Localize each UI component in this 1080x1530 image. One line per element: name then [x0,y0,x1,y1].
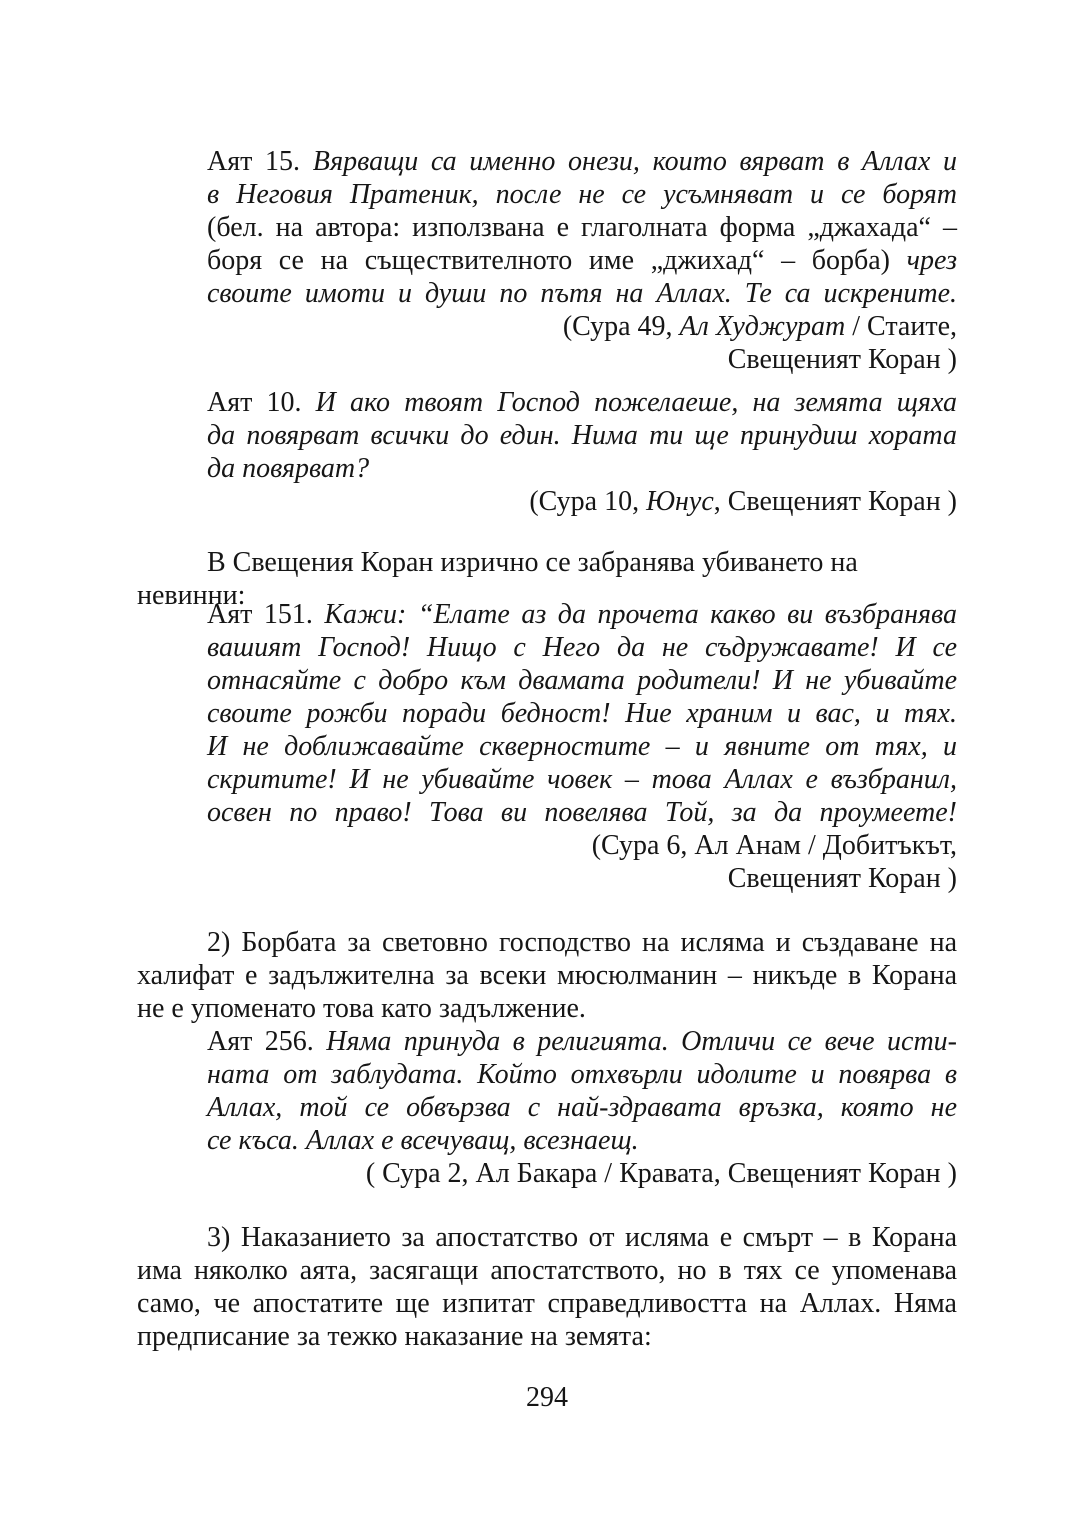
text-run: ( Сура 2, Ал Бакара / Кравата, Свещеният Коран ) [365,1158,957,1189]
text-run: има няколко аята, засягащи апостатството, но в тях се упоменава [137,1255,957,1286]
text-line [207,1091,957,1124]
text-run: предписание за тежко наказание на земята: [137,1321,652,1352]
text-line [207,211,957,244]
page-number: 294 [526,1382,568,1413]
text-run: не е упоменато това като задължение. [137,993,586,1024]
text-line [207,386,957,419]
text-line [137,1287,957,1320]
text-line [207,1124,957,1157]
text-line [207,1025,957,1058]
text-run: (Сура 10, [529,486,647,517]
attribution-line [207,1157,957,1190]
attribution-line [207,343,957,376]
attribution-line [207,862,957,895]
text-line [137,992,957,1025]
italic-text-run: отнасяйте с добро към двамата родители! И не убивайте [207,665,957,696]
italic-text-run: Юнус [646,486,714,517]
text-line [207,796,957,829]
text-run: боря се на съществителното име „джихад“ – борба) [207,245,907,276]
text-run: 3) Наказанието за апостатство от исляма е смърт – в Корана [207,1222,957,1253]
italic-text-run: своите рожби поради бедност! Ние храним и вас, и тях. [207,698,957,729]
text-line [137,1254,957,1287]
text-line [137,926,957,959]
italic-text-run: се къса. Аллах е всечуващ, всезнаещ. [207,1125,639,1156]
text-run: Аят 256. [207,1026,327,1057]
text-line [207,244,957,277]
italic-text-run: Кажи: “Елате аз да прочета какво ви възбранява [324,599,957,630]
italic-text-run: в Неговия Пратеник, после не се усъмняват и се борят [207,179,957,210]
attribution-line [207,310,957,343]
text-run: 2) Борбата за световно господство на исляма и създаване на [207,927,957,958]
italic-text-run: скритите! И не убивайте човек – това Аллах е възбранил, [207,764,957,795]
text-line [207,178,957,211]
verse-ayat-10 [207,386,957,518]
text-run: / Стаите, [845,311,957,342]
text-line [207,631,957,664]
italic-text-run: Няма принуда в религията. Отличи се вече исти- [326,1026,957,1057]
page-text [137,0,957,1414]
text-line [207,145,957,178]
italic-text-run: И не доближавайте скверностите – и явните от тях, и [207,731,957,762]
text-line [207,419,957,452]
text-run: (Сура 6, Ал Анам / Добитъкът, [591,830,957,861]
text-run: Свещеният Коран ) [727,344,957,375]
italic-text-run: вашият Господ! Нищо с Него да не съдружавате! И се [207,632,957,663]
page-content [137,145,957,1353]
text-line [137,546,957,611]
text-run: халифат е задължителна за всеки мюсюлманин – никъде в Корана [137,960,957,991]
italic-text-run: освен по право! Това ви повелява Той, за да проумеете! [207,797,957,828]
attribution-line [207,485,957,518]
text-line [207,697,957,730]
italic-text-run: Вярващи са именно онези, които вярват в Аллах и [312,146,957,177]
para-point-2 [137,926,957,1025]
italic-text-run: своите имоти и души по пътя на Аллах. Те са искрените. [207,278,957,309]
text-line [207,598,957,631]
text-line [207,452,957,485]
text-line [207,664,957,697]
text-line [207,763,957,796]
italic-text-run: ната от заблудата. Който отхвърли идолите и повярва в [207,1059,957,1090]
text-line [207,730,957,763]
text-line [137,1221,957,1254]
italic-text-run: да повярват? [207,453,370,484]
text-run: Свещеният Коран ) [727,863,957,894]
text-line [137,959,957,992]
para-intro-innocents [137,546,957,611]
italic-text-run: Аллах, той се обвързва с най-здравата връзка, която не [207,1092,957,1123]
italic-text-run: Ал Худжурат [679,311,846,342]
text-run: Аят 10. [207,387,316,418]
text-line [207,277,957,310]
para-point-3 [137,1221,957,1353]
text-line [137,1320,957,1353]
text-run: Аят 151. [207,599,325,630]
text-run: (Сура 49, [562,311,680,342]
text-run: В Свещения Коран изрично се забранява убиването на невинни: [137,547,858,611]
verse-ayat-256 [207,1025,957,1190]
text-run: само, че апостатите ще изпитат справедливостта на Аллах. Няма [137,1288,957,1319]
italic-text-run: чрез [906,245,957,276]
text-run: Аят 15. [207,146,313,177]
text-run: , Свещеният Коран ) [713,486,957,517]
italic-text-run: И ако твоят Господ пожелаеше, на земята щяха [315,387,958,418]
attribution-line [207,829,957,862]
text-line [207,1058,957,1091]
text-run: (бел. на автора: използвана е глаголната форма „джахада“ – [207,212,957,243]
italic-text-run: да повярват всички до един. Нима ти ще принудиш хората [207,420,957,451]
verse-ayat-151 [207,598,957,895]
verse-ayat-15 [207,145,957,376]
